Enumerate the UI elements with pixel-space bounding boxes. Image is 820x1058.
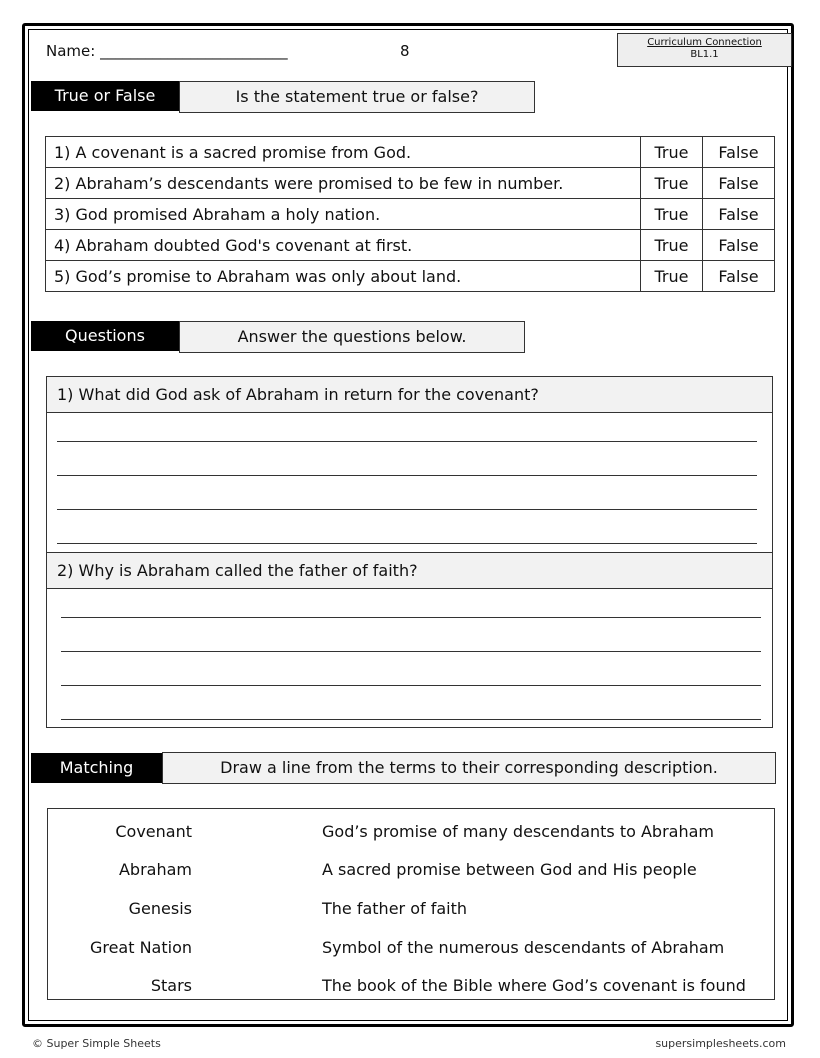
page-number: 8: [400, 42, 410, 60]
matching-description[interactable]: Symbol of the numerous descendants of Abraham: [322, 938, 725, 957]
name-field[interactable]: Name: _________________________: [46, 42, 288, 60]
matching-description[interactable]: The book of the Bible where God’s covenant is found: [322, 976, 746, 995]
curriculum-code: BL1.1: [690, 49, 719, 60]
matching-term[interactable]: Stars: [150, 976, 192, 995]
answer-line[interactable]: [61, 617, 761, 618]
answer-line[interactable]: [61, 719, 761, 720]
matching-term[interactable]: Abraham: [118, 860, 192, 879]
true-option[interactable]: True: [641, 137, 703, 168]
statement: 4) Abraham doubted God's covenant at first.: [46, 230, 641, 261]
questions-box: [46, 376, 773, 728]
true-false-instruction: Is the statement true or false?: [179, 81, 535, 113]
table-row: [46, 168, 775, 199]
matching-description[interactable]: A sacred promise between God and His people: [322, 860, 697, 879]
matching-description[interactable]: The father of faith: [322, 899, 468, 918]
true-false-label: True or False: [31, 81, 179, 111]
curriculum-connection-box: [617, 33, 792, 67]
false-option[interactable]: False: [703, 261, 775, 292]
question-1: 1) What did God ask of Abraham in return for the covenant?: [47, 377, 772, 413]
true-option[interactable]: True: [641, 230, 703, 261]
matching-description[interactable]: God’s promise of many descendants to Abraham: [322, 822, 714, 841]
matching-instruction: Draw a line from the terms to their corresponding description.: [162, 752, 776, 784]
matching-term[interactable]: Genesis: [128, 899, 192, 918]
answer-line[interactable]: [57, 475, 757, 476]
false-option[interactable]: False: [703, 199, 775, 230]
true-option[interactable]: True: [641, 261, 703, 292]
true-option[interactable]: True: [641, 199, 703, 230]
statement: 2) Abraham’s descendants were promised to be few in number.: [46, 168, 641, 199]
matching-label: Matching: [31, 753, 162, 783]
question-2: 2) Why is Abraham called the father of faith?: [47, 552, 772, 589]
answer-line[interactable]: [57, 543, 757, 544]
true-false-table: [45, 136, 775, 292]
answer-line[interactable]: [57, 509, 757, 510]
false-option[interactable]: False: [703, 230, 775, 261]
statement: 1) A covenant is a sacred promise from God.: [46, 137, 641, 168]
questions-instruction: Answer the questions below.: [179, 321, 525, 353]
questions-label: Questions: [31, 321, 179, 351]
table-row: [46, 199, 775, 230]
table-row: [46, 230, 775, 261]
answer-line[interactable]: [61, 685, 761, 686]
answer-line[interactable]: [61, 651, 761, 652]
table-row: [46, 261, 775, 292]
statement: 3) God promised Abraham a holy nation.: [46, 199, 641, 230]
false-option[interactable]: False: [703, 137, 775, 168]
false-option[interactable]: False: [703, 168, 775, 199]
matching-term[interactable]: Covenant: [115, 822, 192, 841]
statement: 5) God’s promise to Abraham was only about land.: [46, 261, 641, 292]
curriculum-title: Curriculum Connection: [647, 37, 762, 48]
true-option[interactable]: True: [641, 168, 703, 199]
website[interactable]: supersimplesheets.com: [655, 1037, 786, 1050]
copyright: © Super Simple Sheets: [32, 1037, 161, 1050]
matching-term[interactable]: Great Nation: [89, 938, 192, 957]
answer-line[interactable]: [57, 441, 757, 442]
table-row: [46, 137, 775, 168]
